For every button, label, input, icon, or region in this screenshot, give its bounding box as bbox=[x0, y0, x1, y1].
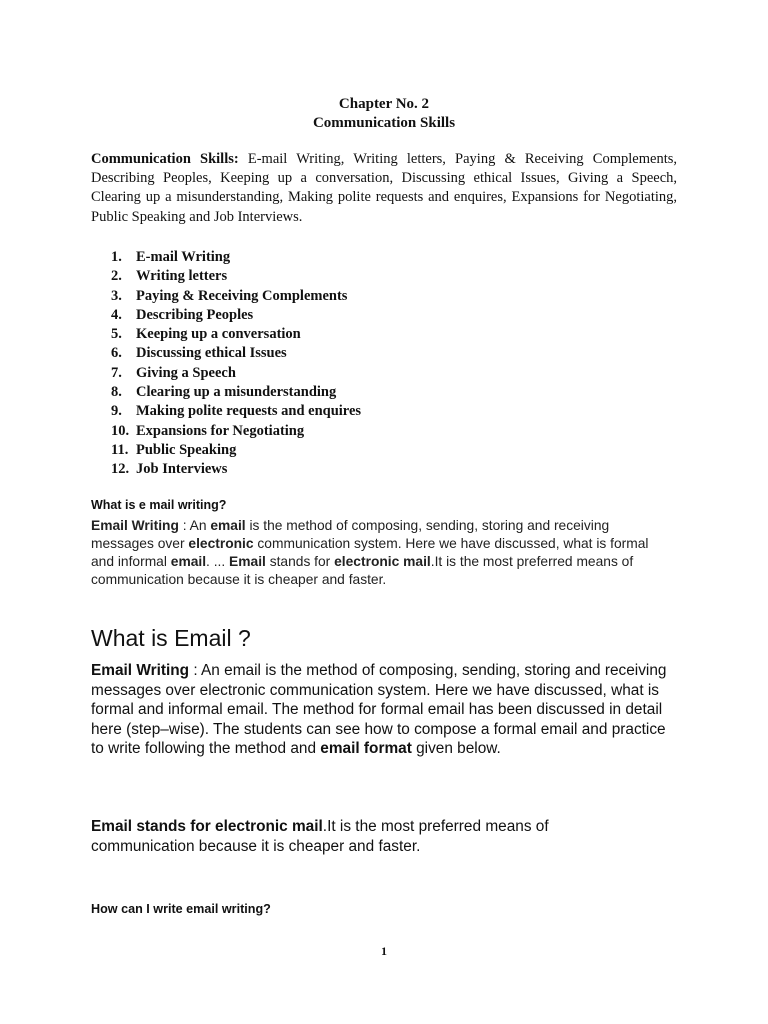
list-item bbox=[111, 248, 361, 267]
list-label: Describing Peoples bbox=[136, 306, 254, 323]
bold-term: electronic bbox=[188, 536, 254, 551]
list-item bbox=[111, 344, 361, 363]
list-number: 12. bbox=[111, 461, 130, 478]
list-item bbox=[111, 422, 361, 441]
bold-term: Email stands for electronic mail bbox=[91, 818, 323, 835]
list-label: Giving a Speech bbox=[136, 364, 236, 381]
list-number: 10. bbox=[111, 422, 130, 439]
list-item bbox=[111, 441, 361, 460]
bold-term: email format bbox=[320, 740, 412, 757]
list-label: Writing letters bbox=[136, 268, 228, 285]
list-label: Making polite requests and enquires bbox=[136, 403, 362, 420]
chapter-title: Communication Skills bbox=[312, 115, 456, 131]
text-run: given below. bbox=[411, 740, 501, 757]
bold-term: Email bbox=[229, 554, 266, 569]
list-label: Discussing ethical Issues bbox=[136, 345, 287, 362]
list-number: 8. bbox=[111, 384, 122, 401]
email-writing-paragraph bbox=[91, 661, 671, 759]
list-label: Public Speaking bbox=[136, 441, 237, 458]
list-item bbox=[111, 402, 361, 421]
list-label: Keeping up a conversation bbox=[136, 326, 301, 343]
list-item bbox=[111, 460, 361, 479]
list-label: Clearing up a misunderstanding bbox=[136, 384, 337, 401]
topic-list bbox=[111, 248, 361, 480]
list-label: Job Interviews bbox=[136, 461, 228, 478]
text-run: .It is the most preferred means of communication because it is cheaper and faster. bbox=[91, 554, 634, 587]
email-meaning-paragraph bbox=[91, 817, 651, 856]
list-number: 2. bbox=[111, 268, 122, 285]
bold-term: Email Writing bbox=[91, 662, 190, 679]
page-number: 1 bbox=[381, 944, 387, 958]
list-number: 4. bbox=[111, 306, 122, 323]
bold-term: electronic mail bbox=[334, 554, 431, 569]
list-item bbox=[111, 287, 361, 306]
intro-label: Communication Skills: bbox=[91, 151, 239, 167]
chapter-number: Chapter No. 2 bbox=[338, 96, 430, 112]
list-item bbox=[111, 267, 361, 286]
list-item bbox=[111, 325, 361, 344]
list-item bbox=[111, 306, 361, 325]
list-number: 1. bbox=[111, 249, 122, 265]
list-number: 11. bbox=[111, 441, 129, 458]
intro-text: E-mail Writing, Writing letters, Paying & Receiving Complements, Describing Peoples, Keeping up a conversation, Discussing ethical Issues, Giving a Speech, Clearing up a misunderstanding, Making polite requests and enquires, Expansions for Negotiating, Public Speaking and Job Interviews. bbox=[91, 151, 677, 225]
text-run: stands for bbox=[265, 554, 335, 569]
list-number: 3. bbox=[111, 287, 122, 304]
list-label: Expansions for Negotiating bbox=[136, 422, 305, 439]
text-run: . ... bbox=[206, 554, 230, 569]
list-number: 9. bbox=[111, 403, 122, 420]
list-label: E-mail Writing bbox=[136, 249, 231, 265]
section-heading: What is Email ? bbox=[91, 625, 251, 651]
list-number: 5. bbox=[111, 326, 122, 343]
section-question: How can I write email writing? bbox=[91, 902, 271, 916]
text-run: communication system. Here we have discussed, what is formal and informal bbox=[91, 536, 649, 569]
section-question: What is e mail writing? bbox=[91, 498, 227, 512]
bold-term: email bbox=[210, 518, 246, 533]
bold-term: Email Writing bbox=[91, 518, 179, 533]
list-item bbox=[111, 383, 361, 402]
email-definition-paragraph bbox=[91, 517, 673, 589]
list-label: Paying & Receiving Complements bbox=[136, 287, 348, 304]
text-run: .It is the most preferred means of communication because it is cheaper and faster. bbox=[91, 818, 549, 855]
intro-paragraph bbox=[91, 150, 677, 227]
bold-term: email bbox=[170, 554, 207, 569]
text-run: is the method of composing, sending, storing and receiving messages over bbox=[91, 518, 610, 551]
text-run: : An email is the method of composing, sending, storing and receiving messages over electronic communication system. Here we have discussed, what is formal and informal email. The method for formal email has been discussed in detail here (step–wise). The students can see how to compose a formal email and practice to write following the method and bbox=[91, 662, 667, 757]
text-run: : An bbox=[178, 518, 211, 533]
list-number: 7. bbox=[111, 364, 122, 381]
list-item bbox=[111, 364, 361, 383]
list-number: 6. bbox=[111, 345, 122, 362]
